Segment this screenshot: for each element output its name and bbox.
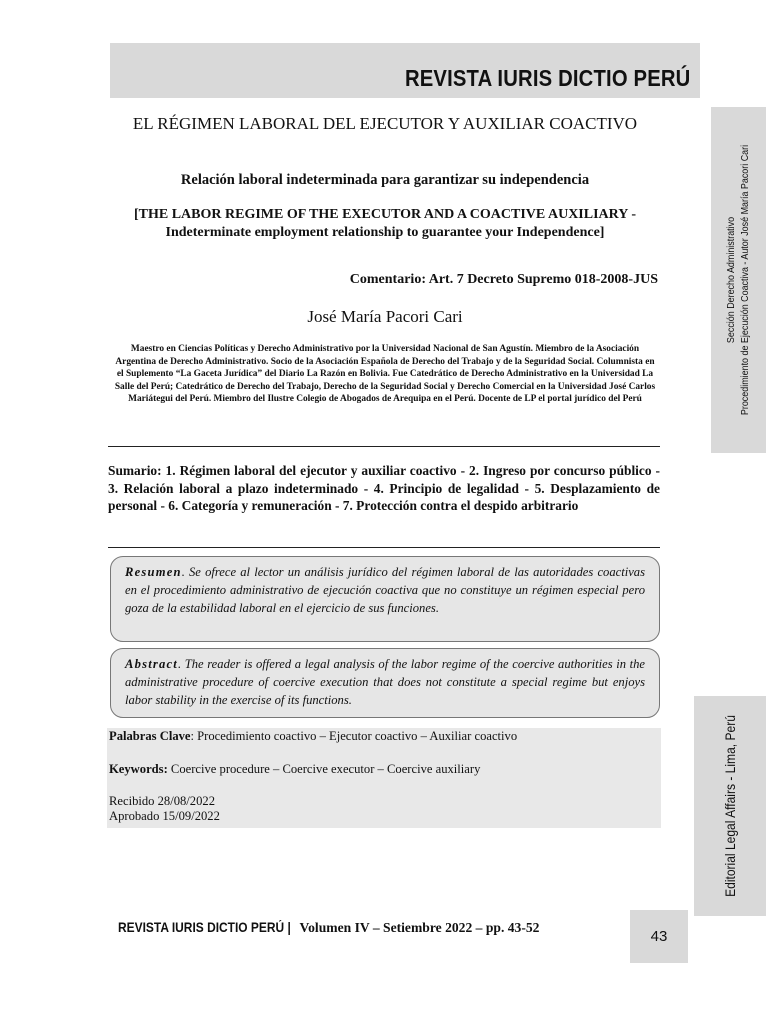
summary: Sumario: 1. Régimen laboral del ejecutor y auxiliar coactivo - 2. Ingreso por concurso público - 3. Relación laboral a plazo indeterminado - 4. Principio de legalidad - 5. Desplazamiento de personal - 6. Categoría y remuneración - 7. Protección contra el despido arbitrario bbox=[108, 463, 660, 514]
journal-header-bar bbox=[110, 43, 700, 98]
divider-top bbox=[108, 446, 660, 447]
keywords-label: Keywords: bbox=[109, 762, 168, 776]
received-date: Recibido 28/08/2022 bbox=[109, 794, 215, 808]
resumen-box bbox=[110, 556, 660, 642]
abstract-box bbox=[110, 648, 660, 718]
abstract-text: . The reader is offered a legal analysis of the labor regime of the coercive authorities in the administrative procedure of coercive execution that does not constitute a special regime but enjoys labor stability in the exercise of its functions. bbox=[125, 657, 645, 707]
section-line-2: Procedimiento de Ejecución Coactiva - Autor José María Pacori Cari bbox=[739, 144, 751, 416]
section-side-tab bbox=[711, 107, 766, 453]
footer-citation bbox=[118, 920, 539, 936]
keywords-line bbox=[109, 762, 480, 777]
comment-reference: Comentario: Art. 7 Decreto Supremo 018-2008-JUS bbox=[349, 272, 658, 287]
footer-journal: REVISTA IURIS DICTIO PERÚ | bbox=[118, 920, 291, 935]
article-title: EL RÉGIMEN LABORAL DEL EJECUTOR Y AUXILIAR COACTIVO bbox=[132, 114, 638, 133]
palabras-clave-line bbox=[109, 729, 517, 744]
approved-date: Aprobado 15/09/2022 bbox=[109, 809, 220, 823]
section-line-1: Sección Derecho Administrativo bbox=[725, 216, 737, 344]
article-subtitle: Relación laboral indeterminada para garantizar su independencia bbox=[180, 172, 590, 188]
footer-volume: Volumen IV – Setiembre 2022 – pp. 43-52 bbox=[296, 920, 540, 935]
publisher-side-tab bbox=[694, 696, 766, 916]
resumen-label: Resumen bbox=[125, 565, 182, 579]
english-title: [THE LABOR REGIME OF THE EXECUTOR AND A COACTIVE AUXILIARY - Indeterminate employment relationship to guarantee your Independence] bbox=[133, 207, 637, 240]
keywords-text: Coercive procedure – Coercive executor – Coercive auxiliary bbox=[167, 762, 481, 776]
palabras-clave-label: Palabras Clave bbox=[109, 729, 191, 743]
publisher-text: Editorial Legal Affairs - Lima, Perú bbox=[722, 715, 738, 897]
palabras-clave-text: : Procedimiento coactivo – Ejecutor coactivo – Auxiliar coactivo bbox=[190, 729, 518, 743]
author-bio: Maestro en Ciencias Políticas y Derecho Administrativo por la Universidad Nacional de San Agustín. Miembro de la Asociación Argentina de Derecho Administrativo. Socio de la Asociación Española de Derecho del Trabajo y de la Seguridad Social. Columnista en el Suplemento “La Gaceta Jurídica” del Diario La Razón en Bolivia. Fue Catedrático de Derecho Administrativo en la Universidad La Salle del Perú; Catedrático de Derecho del Trabajo, Derecho de la Seguridad Social y Derecho Comercial en la Universidad José Carlos Mariátegui del Perú. Miembro del Ilustre Colegio de Abogados de Arequipa en el Perú. Docente de LP el portal jurídico del Perú bbox=[114, 344, 656, 405]
page-number: 43 bbox=[630, 910, 688, 963]
abstract-label: Abstract bbox=[125, 657, 178, 671]
author-name: José María Pacori Cari bbox=[307, 307, 463, 326]
journal-title: REVISTA IURIS DICTIO PERÚ bbox=[404, 65, 690, 91]
divider-bottom bbox=[108, 547, 660, 548]
resumen-text: . Se ofrece al lector un análisis jurídico del régimen laboral de las autoridades coactivas en el procedimiento administrativo de ejecución coactiva que no constituye un régimen especial pero goza de la estabilidad laboral en el ejercicio de sus funciones. bbox=[125, 565, 645, 615]
section-side-text bbox=[725, 123, 753, 437]
